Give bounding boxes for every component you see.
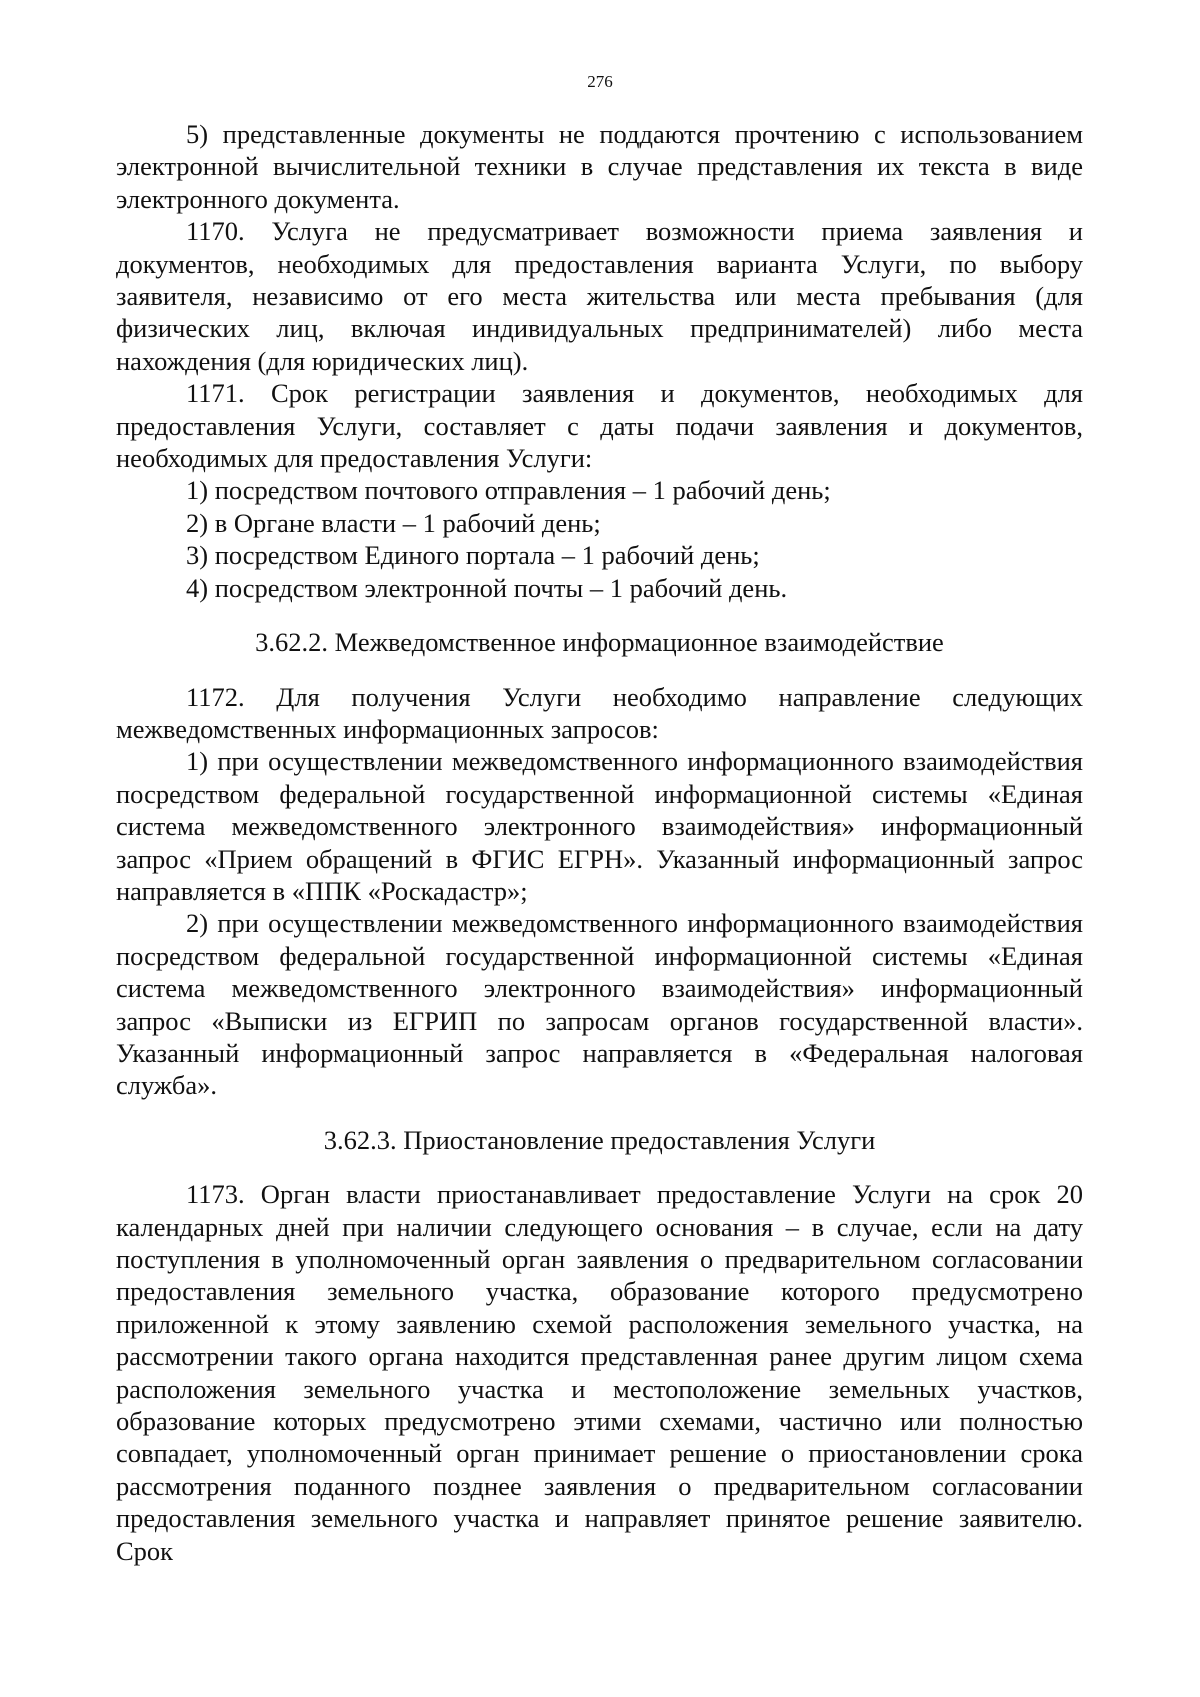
- page-number: 276: [587, 72, 613, 91]
- section-heading-3-62-2: 3.62.2. Межведомственное информационное взаимодействие: [255, 627, 944, 658]
- paragraph-1172: 1172. Для получения Услуги необходимо направление следующих межведомственных информационных запросов:: [116, 681, 1083, 744]
- paragraph-1173: 1173. Орган власти приостанавливает предоставление Услуги на срок 20 календарных дней при наличии следующего основания – в случае, если на дату поступления в уполномоченный орган заявления о предварительном согласовании предоставления земельного участка, образование которого предусмотрено приложенной к этому заявлению схемой расположения земельного участка, на рассмотрении такого органа находится представленная ранее другим лицом схема расположения земельного участка и местоположение земельных участков, образование которых предусмотрено этими схемами, частично или полностью совпадает, уполномоченный орган принимает решение о приостановлении срока рассмотрения поданного позднее заявления о предварительном согласовании предоставления земельного участка и направляет принятое решение заявителю. Срок: [116, 1179, 1083, 1566]
- paragraph-1170: 1170. Услуга не предусматривает возможности приема заявления и документов, необходимых для предоставления варианта Услуги, по выбору заявителя, независимо от его места жительства или места пребывания (для физических лиц, включая индивидуальных предпринимателей) либо места нахождения (для юридических лиц).: [116, 216, 1083, 376]
- section-heading-3-62-3: 3.62.3. Приостановление предоставления Услуги: [323, 1124, 876, 1155]
- request-item-egrn: 1) при осуществлении межведомственного информационного взаимодействия посредством федеральной государственной информационной системы «Единая система межведомственного электронного взаимодействия» информационный запрос «Прием обращений в ФГИС ЕГРН». Указанный информационный запрос направляется в «ППК «Роскадастр»;: [116, 746, 1083, 906]
- request-item-egrip: 2) при осуществлении межведомственного информационного взаимодействия посредством федеральной государственной информационной системы «Единая система межведомственного электронного взаимодействия» информационный запрос «Выписки из ЕГРИП по запросам органов государственной власти». Указанный информационный запрос направляется в «Федеральная налоговая служба».: [116, 908, 1083, 1101]
- document-body: [116, 118, 1083, 1567]
- paragraph-1171: 1171. Срок регистрации заявления и документов, необходимых для предоставления Услуги, составляет с даты подачи заявления и документов, необходимых для предоставления Услуги:: [116, 378, 1083, 474]
- list-item-email: 4) посредством электронной почты – 1 рабочий день.: [186, 572, 788, 603]
- list-item-postal: 1) посредством почтового отправления – 1 рабочий день;: [186, 475, 831, 506]
- list-item-portal: 3) посредством Единого портала – 1 рабочий день;: [186, 540, 760, 571]
- list-item-authority: 2) в Органе власти – 1 рабочий день;: [186, 507, 601, 538]
- paragraph-item-5: 5) представленные документы не поддаются прочтению с использованием электронной вычислительной техники в случае представления их текста в виде электронного документа.: [116, 119, 1083, 214]
